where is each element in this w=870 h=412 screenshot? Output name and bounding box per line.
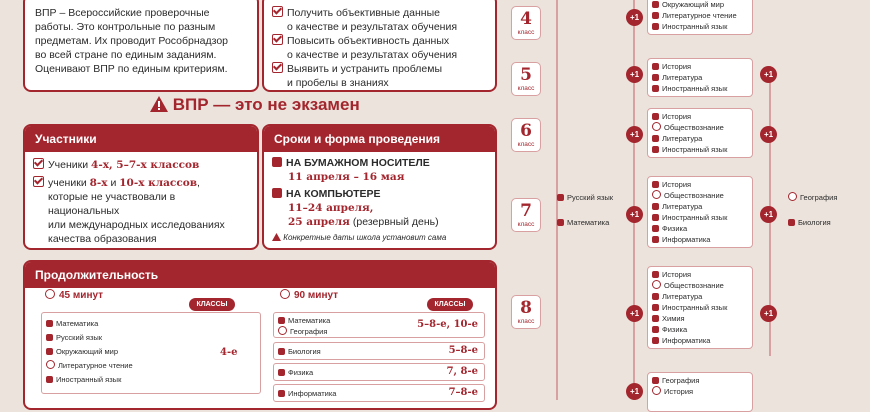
subject-item: Иностранный язык [652,21,748,32]
plus-one-badge: +1 [760,126,777,143]
clock-icon [280,289,290,299]
subject-item: Литературное чтение [46,360,256,371]
subject-item: Физика [652,223,748,234]
grade-4-subjects [647,0,753,35]
goal-item-cont: и пробелы в знаниях [287,77,389,89]
plus-one-badge: +1 [626,305,643,322]
globe-icon [652,386,661,395]
participants-card [23,124,259,250]
goal-item-cont: о качестве и результатах обучения [287,21,458,33]
subject-item: История [652,179,748,190]
subject-item: Обществознание [652,280,748,291]
plus-one-badge: +1 [626,9,643,26]
subject-item: Литературное чтение [652,10,748,21]
subject-item: История [652,111,748,122]
computer-icon [278,390,285,397]
warning-icon [150,96,168,112]
physics-icon [652,225,659,232]
clock-icon [45,289,55,299]
reserve-day: 25 апреля (резервный день) [288,216,439,228]
book-icon [46,360,55,369]
subject-item: Химия [652,313,748,324]
subject-item: Иностранный язык [652,212,748,223]
history-icon [652,271,659,278]
subject-item: Литература [652,133,748,144]
classes-header: КЛАССЫ [189,298,235,311]
timing-title: Сроки и форма проведения [264,126,495,152]
participant-item: ученики 8-х и 10-х классов, [33,176,249,190]
duration-title: Продолжительность [25,262,495,288]
subject-item: Математика [46,318,256,329]
classes-header: КЛАССЫ [427,298,473,311]
participant-note: качества образования [48,233,157,245]
subject-item: Математика [557,217,627,228]
literature-icon [652,293,659,300]
notice-heading: ВПР — это не экзамен [150,95,380,115]
math-icon [278,317,285,324]
computer-icon [652,337,659,344]
computer-dates: 11–24 апреля, [288,202,374,214]
subject-item: Литература [652,72,748,83]
globe-icon [278,326,287,335]
globe-icon [788,192,797,201]
society-icon [652,190,661,199]
computer-icon [272,188,282,198]
grade-8-badge: 8 класс [511,295,541,329]
subject-item: Биология [788,217,868,228]
computer-icon [652,236,659,243]
subject-item: Русский язык [46,332,256,343]
extra-subjects [788,192,868,228]
subject-item: География [278,326,480,337]
biology-icon [278,348,285,355]
duration-90-label: 90 минут [280,289,338,301]
subject-item: История [652,61,748,72]
row-grades: 7, 8-е [446,366,478,377]
subject-item: Иностранный язык [652,302,748,313]
goals-card [262,0,497,92]
warning-icon [272,233,281,241]
computer-label: НА КОМПЬЮТЕРЕ [272,187,487,201]
participant-note: которые не участвовали в национальных [48,191,176,217]
duration-card [23,260,497,410]
literature-icon [652,203,659,210]
intro-line: предметам. Их проводит Рособрнадзор [35,35,229,47]
core-subjects [557,192,627,228]
physics-icon [278,369,285,376]
calendar-icon [272,157,282,167]
duration-90-row [273,384,485,402]
flow-line-vertical [633,0,635,400]
physics-icon [652,326,659,333]
grade-6-badge: 6 класс [511,118,541,152]
math-icon [46,320,53,327]
duration-90-row [273,342,485,360]
subject-item: История [652,386,748,397]
row-grades: 5–8-е [448,345,478,356]
russian-icon [46,334,53,341]
subject-item: Обществознание [652,190,748,201]
intro-line: ВПР – Всероссийские проверочные [35,7,210,19]
plus-one-badge: +1 [626,383,643,400]
grade-5-subjects [647,58,753,97]
duration-90-row [273,363,485,381]
subject-item: Литература [652,291,748,302]
language-icon [652,23,659,30]
subject-item: Иностранный язык [652,83,748,94]
subject-item: Иностранный язык [652,144,748,155]
goal-item-cont: о качестве и результатах обучения [287,49,458,61]
checkbox-icon [33,158,44,169]
subject-item: Информатика [278,388,480,399]
paper-label: НА БУМАЖНОМ НОСИТЕЛЕ [272,156,487,170]
plus-one-badge: +1 [760,305,777,322]
language-icon [652,304,659,311]
intro-card [23,0,259,92]
history-icon [652,113,659,120]
intro-line: Оценивают ВПР по единым критериям. [35,63,228,75]
grade-4-badge: 4 класс [511,6,541,40]
subject-item: География [652,375,748,386]
row-grades: 5–8-е, 10-е [417,319,478,330]
language-icon [652,146,659,153]
intro-line: работы. Это контрольные по разным [35,21,216,33]
language-icon [652,214,659,221]
duration-45-grades: 4-е [220,347,238,358]
subject-item: История [652,269,748,280]
literature-icon [652,74,659,81]
timing-footnote: Конкретные даты школа установит сама [272,233,487,242]
subject-item: Информатика [652,234,748,245]
russian-icon [557,194,564,201]
checkbox-icon [33,176,44,187]
timing-card [262,124,497,250]
grade-6-subjects [647,108,753,158]
history-icon [652,377,659,384]
subject-item: Биология [278,346,480,357]
book-icon [652,12,659,19]
history-icon [652,181,659,188]
biology-icon [788,219,795,226]
duration-90-row [273,312,485,338]
paper-dates: 11 апреля – 16 мая [288,171,405,183]
participants-title: Участники [25,126,257,152]
society-icon [652,122,661,131]
plus-one-badge: +1 [626,66,643,83]
subject-item: Окружающий мир [652,0,748,10]
math-icon [557,219,564,226]
subject-item: Физика [278,367,480,378]
language-icon [652,85,659,92]
subject-item: Русский язык [557,192,627,203]
duration-45-label: 45 минут [45,289,103,301]
intro-line: во всей стране по единым заданиям. [35,49,217,61]
plus-one-badge: +1 [626,206,643,223]
plus-one-badge: +1 [760,206,777,223]
history-icon [652,63,659,70]
grade-8-subjects [647,266,753,349]
duration-45-list [41,312,261,394]
plus-one-badge: +1 [760,66,777,83]
language-icon [46,376,53,383]
chemistry-icon [652,315,659,322]
literature-icon [652,135,659,142]
subject-item: Информатика [652,335,748,346]
checkbox-icon [272,62,283,73]
globe-icon [46,348,53,355]
subject-item: Математика [278,315,480,326]
subject-item: Окружающий мир [46,346,256,357]
goal-item: Повысить объективность данных [272,34,487,48]
subject-item: Обществознание [652,122,748,133]
grade-5-badge: 5 класс [511,62,541,96]
society-icon [652,280,661,289]
participant-note: или международных исследованиях [48,219,225,231]
plus-one-badge: +1 [626,126,643,143]
next-grade-subjects [647,372,753,412]
row-grades: 7–8-е [448,387,478,398]
goal-item: Выявить и устранить проблемы [272,62,487,76]
subject-item: Физика [652,324,748,335]
subject-item: Литература [652,201,748,212]
grade-7-subjects [647,176,753,248]
globe-icon [652,1,659,8]
checkbox-icon [272,34,283,45]
subject-item: Иностранный язык [46,374,256,385]
participant-item: Ученики 4-х, 5–7-х классов [33,158,249,172]
grade-7-badge: 7 класс [511,198,541,232]
goal-item: Получить объективные данные [272,6,487,20]
checkbox-icon [272,6,283,17]
subject-item: География [788,192,868,203]
